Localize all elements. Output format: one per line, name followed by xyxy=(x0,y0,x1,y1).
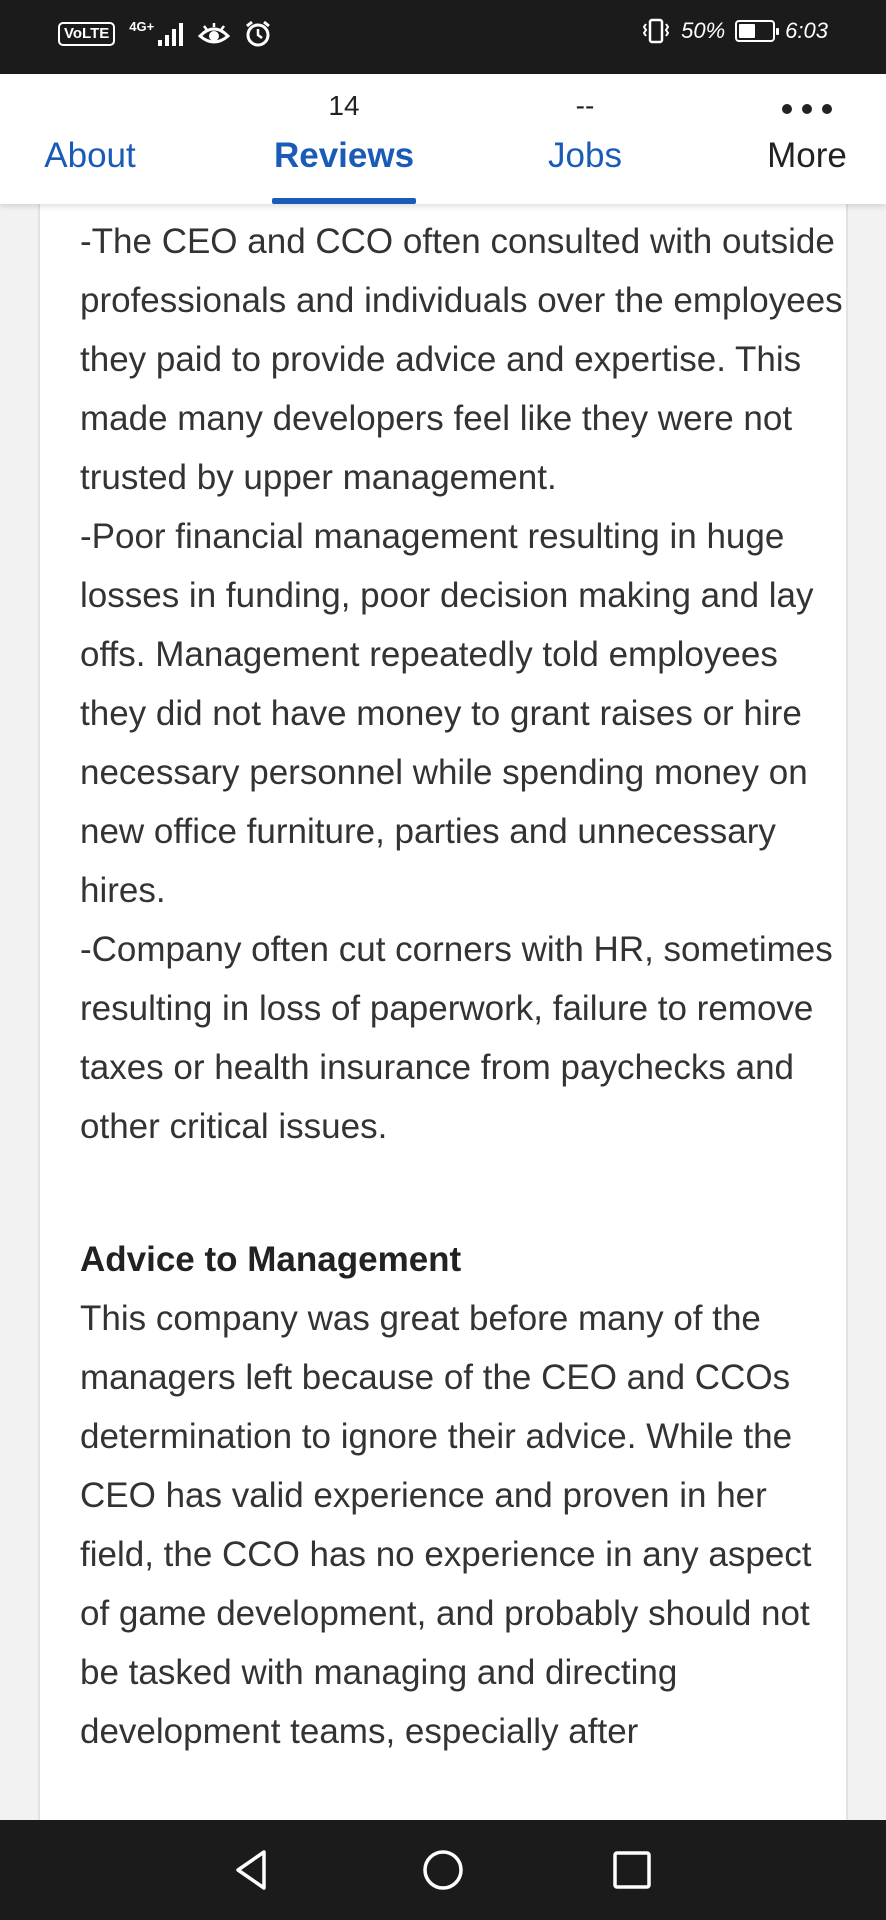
home-icon[interactable] xyxy=(421,1848,465,1892)
battery-icon xyxy=(735,20,775,42)
tab-about[interactable] xyxy=(30,74,150,204)
status-bar xyxy=(0,0,886,74)
clock: 6:03 xyxy=(785,18,828,43)
status-left xyxy=(58,20,272,48)
cons-paragraph: -Company often cut corners with HR, sometimes resulting in loss of paperwork, failure to remove taxes or health insurance from paychecks and other critical issues. xyxy=(80,930,833,1146)
volte-badge: VoLTE xyxy=(58,22,115,46)
battery-percent: 50% xyxy=(681,18,726,43)
tab-reviews-label: Reviews xyxy=(273,136,415,175)
tab-about-label: About xyxy=(44,136,136,175)
tab-jobs-label: Jobs xyxy=(548,136,622,175)
signal-icon xyxy=(158,22,184,46)
tab-jobs[interactable] xyxy=(540,74,630,204)
status-right xyxy=(641,18,828,44)
active-tab-indicator xyxy=(272,198,416,204)
more-dots-icon xyxy=(752,104,862,114)
tab-reviews[interactable] xyxy=(272,74,416,204)
cons-paragraph: -The CEO and CCO often consulted with outside professionals and individuals over the employees they paid to provide advice and expertise. This made many developers feel like they were not trusted by upper management. xyxy=(80,222,843,497)
review-card xyxy=(38,190,848,1820)
tab-reviews-count: 14 xyxy=(328,90,360,121)
eye-icon xyxy=(198,22,230,46)
back-icon[interactable] xyxy=(230,1848,274,1892)
system-nav-bar xyxy=(0,1820,886,1920)
tab-more-label: More xyxy=(767,136,847,175)
recents-icon[interactable] xyxy=(610,1848,654,1892)
review-body xyxy=(80,212,848,1761)
alarm-icon xyxy=(244,20,272,48)
company-tab-bar xyxy=(0,74,886,204)
advice-heading: Advice to Management xyxy=(80,1240,462,1279)
cons-paragraph: -Poor financial management resulting in huge losses in funding, poor decision making and lay offs. Management repeatedly told employees they did not have money to grant raises or hire necessary personnel while spending money on new office furniture, parties and unnecessary hires. xyxy=(80,517,814,910)
vibrate-icon xyxy=(641,18,671,44)
advice-text: This company was great before many of the managers left because of the CEO and CCOs determination to ignore their advice. While the CEO has valid experience and proven in her field, the CCO has no experience in any aspect of game development, and probably should not be tasked with managing and directing development teams, especially after xyxy=(80,1299,812,1751)
tab-more[interactable] xyxy=(752,74,862,204)
tab-jobs-count: -- xyxy=(575,90,595,121)
network-type: 4G+ xyxy=(129,18,155,34)
